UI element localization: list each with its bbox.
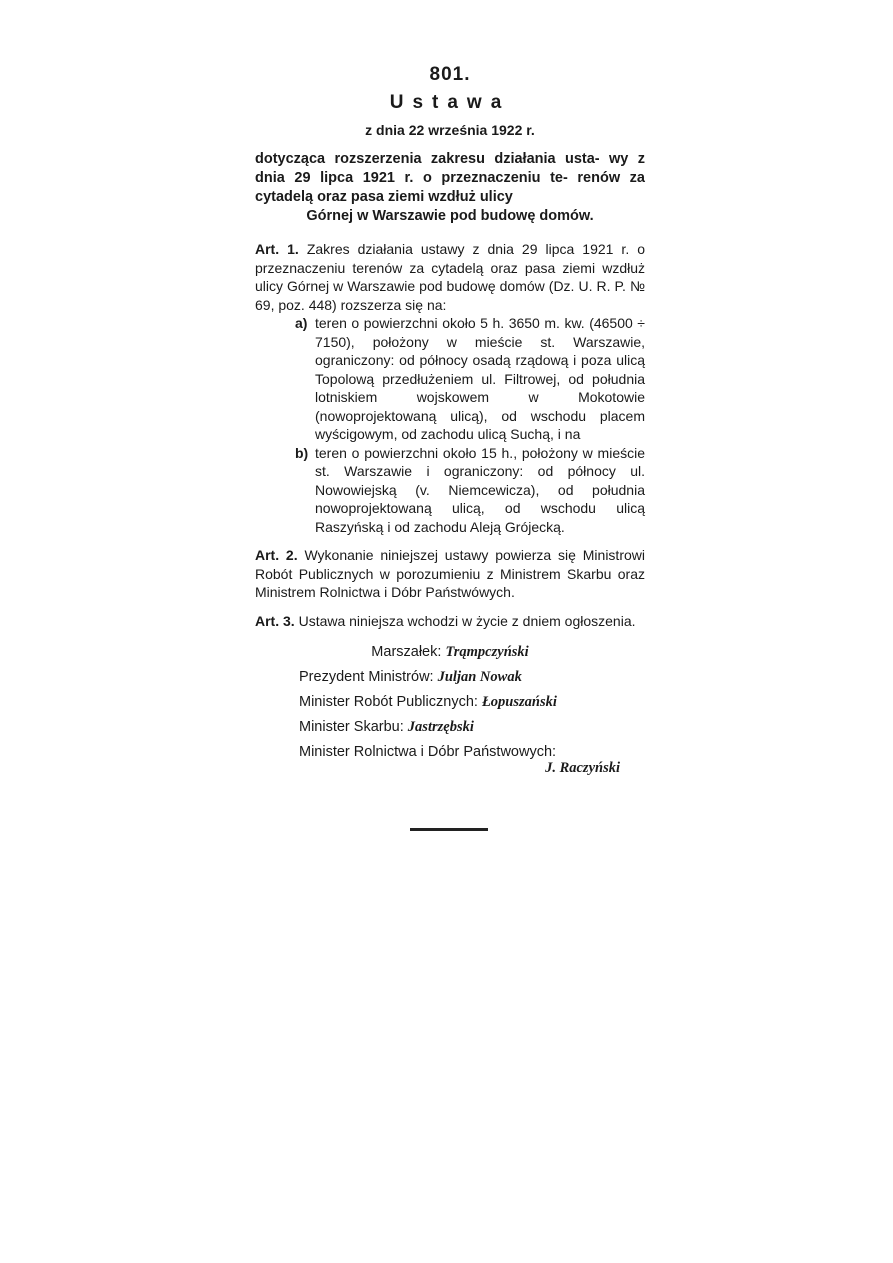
signature-role: Marszałek: (371, 644, 442, 660)
article-label: Art. 2. (255, 547, 298, 563)
subject-line: renów za cytadelą oraz pasa ziemi wzdłuż ulicy (255, 170, 645, 205)
article-text: Zakres działania ustawy z dnia 29 lipca 1921 r. o przeznaczeniu terenów za cytadelą oraz pasa ziemi wzdłuż ulicy Górnej w Warszawie pod budowę domów (Dz. U. R. P. № 69, poz. 448) rozszerza się na: (255, 241, 646, 313)
list-marker: a) (295, 315, 308, 331)
list-item-text: teren o powierzchni około 5 h. 3650 m. kw. (46500 ÷ 7150), położony w mieście st. Warszawie, ograniczony: od północy osadą rządową i poza ulicą Topolową przedłużeniem ul. Filtrowej, od południa lotniskiem wojskowem w Mokotowie (nowoprojektowaną ulicą), od wschodu placem wyścigowym, od zachodu ulicą Suchą, i na (315, 315, 645, 442)
signature-marszalek (255, 644, 645, 661)
signature-robot (255, 694, 645, 711)
end-rule-divider (410, 828, 488, 831)
subject-line: wy z dnia 29 lipca 1921 r. o przeznaczeniu te- (255, 151, 646, 186)
signature-role: Minister Robót Publicznych: (299, 694, 478, 710)
signature-name: J. Raczyński (545, 760, 620, 776)
signature-name: Juljan Nowak (437, 669, 522, 685)
article-1 (255, 240, 645, 314)
act-subject (255, 150, 645, 226)
signature-role: Minister Skarbu: (299, 719, 404, 735)
signature-name: Trąmpczyński (445, 644, 529, 660)
act-title: Ustawa (389, 92, 511, 113)
subject-line: Górnej w Warszawie pod budowę domów. (306, 208, 594, 224)
list-item (295, 314, 645, 444)
page-number: 801. (429, 64, 471, 85)
signature-role: Prezydent Ministrów: (299, 669, 434, 685)
article-2 (255, 546, 645, 602)
signature-rolnictwo-name (255, 760, 645, 777)
subject-line: dotycząca rozszerzenia zakresu działania usta- (255, 151, 600, 167)
signature-name: Łopuszański (481, 694, 557, 710)
signatures (255, 644, 645, 777)
list-marker: b) (295, 444, 309, 461)
list-item-text: teren o powierzchni około 15 h., położony w mieście st. Warszawie i ograniczony: od północy ul. Nowowiejską (v. Niemcewicza), od południa nowoprojektowaną ulicą, od wschodu ulicą Raszyńską i od zachodu Aleją Grójecką. (315, 444, 645, 535)
article-3 (255, 612, 645, 631)
list-item (295, 444, 645, 537)
signature-name: Jastrzębski (407, 719, 474, 735)
signature-rolnictwo-role: Minister Rolnictwa i Dóbr Państwowych: (299, 744, 557, 760)
act-date: z dnia 22 września 1922 r. (365, 122, 535, 138)
article-text: Ustawa niniejsza wchodzi w życie z dniem ogłoszenia. (298, 612, 636, 629)
article-label: Art. 1. (255, 241, 299, 257)
signature-prezydent (255, 669, 645, 686)
article-label: Art. 3. (255, 612, 295, 629)
article-text: Wykonanie niniejszej ustawy powierza się Ministrowi Robót Publicznych w porozumieniu z Ministrem Skarbu oraz Ministrem Rolnictwa i Dóbr Państwówych. (255, 547, 645, 600)
signature-skarb (255, 719, 645, 736)
document-page (255, 60, 645, 777)
